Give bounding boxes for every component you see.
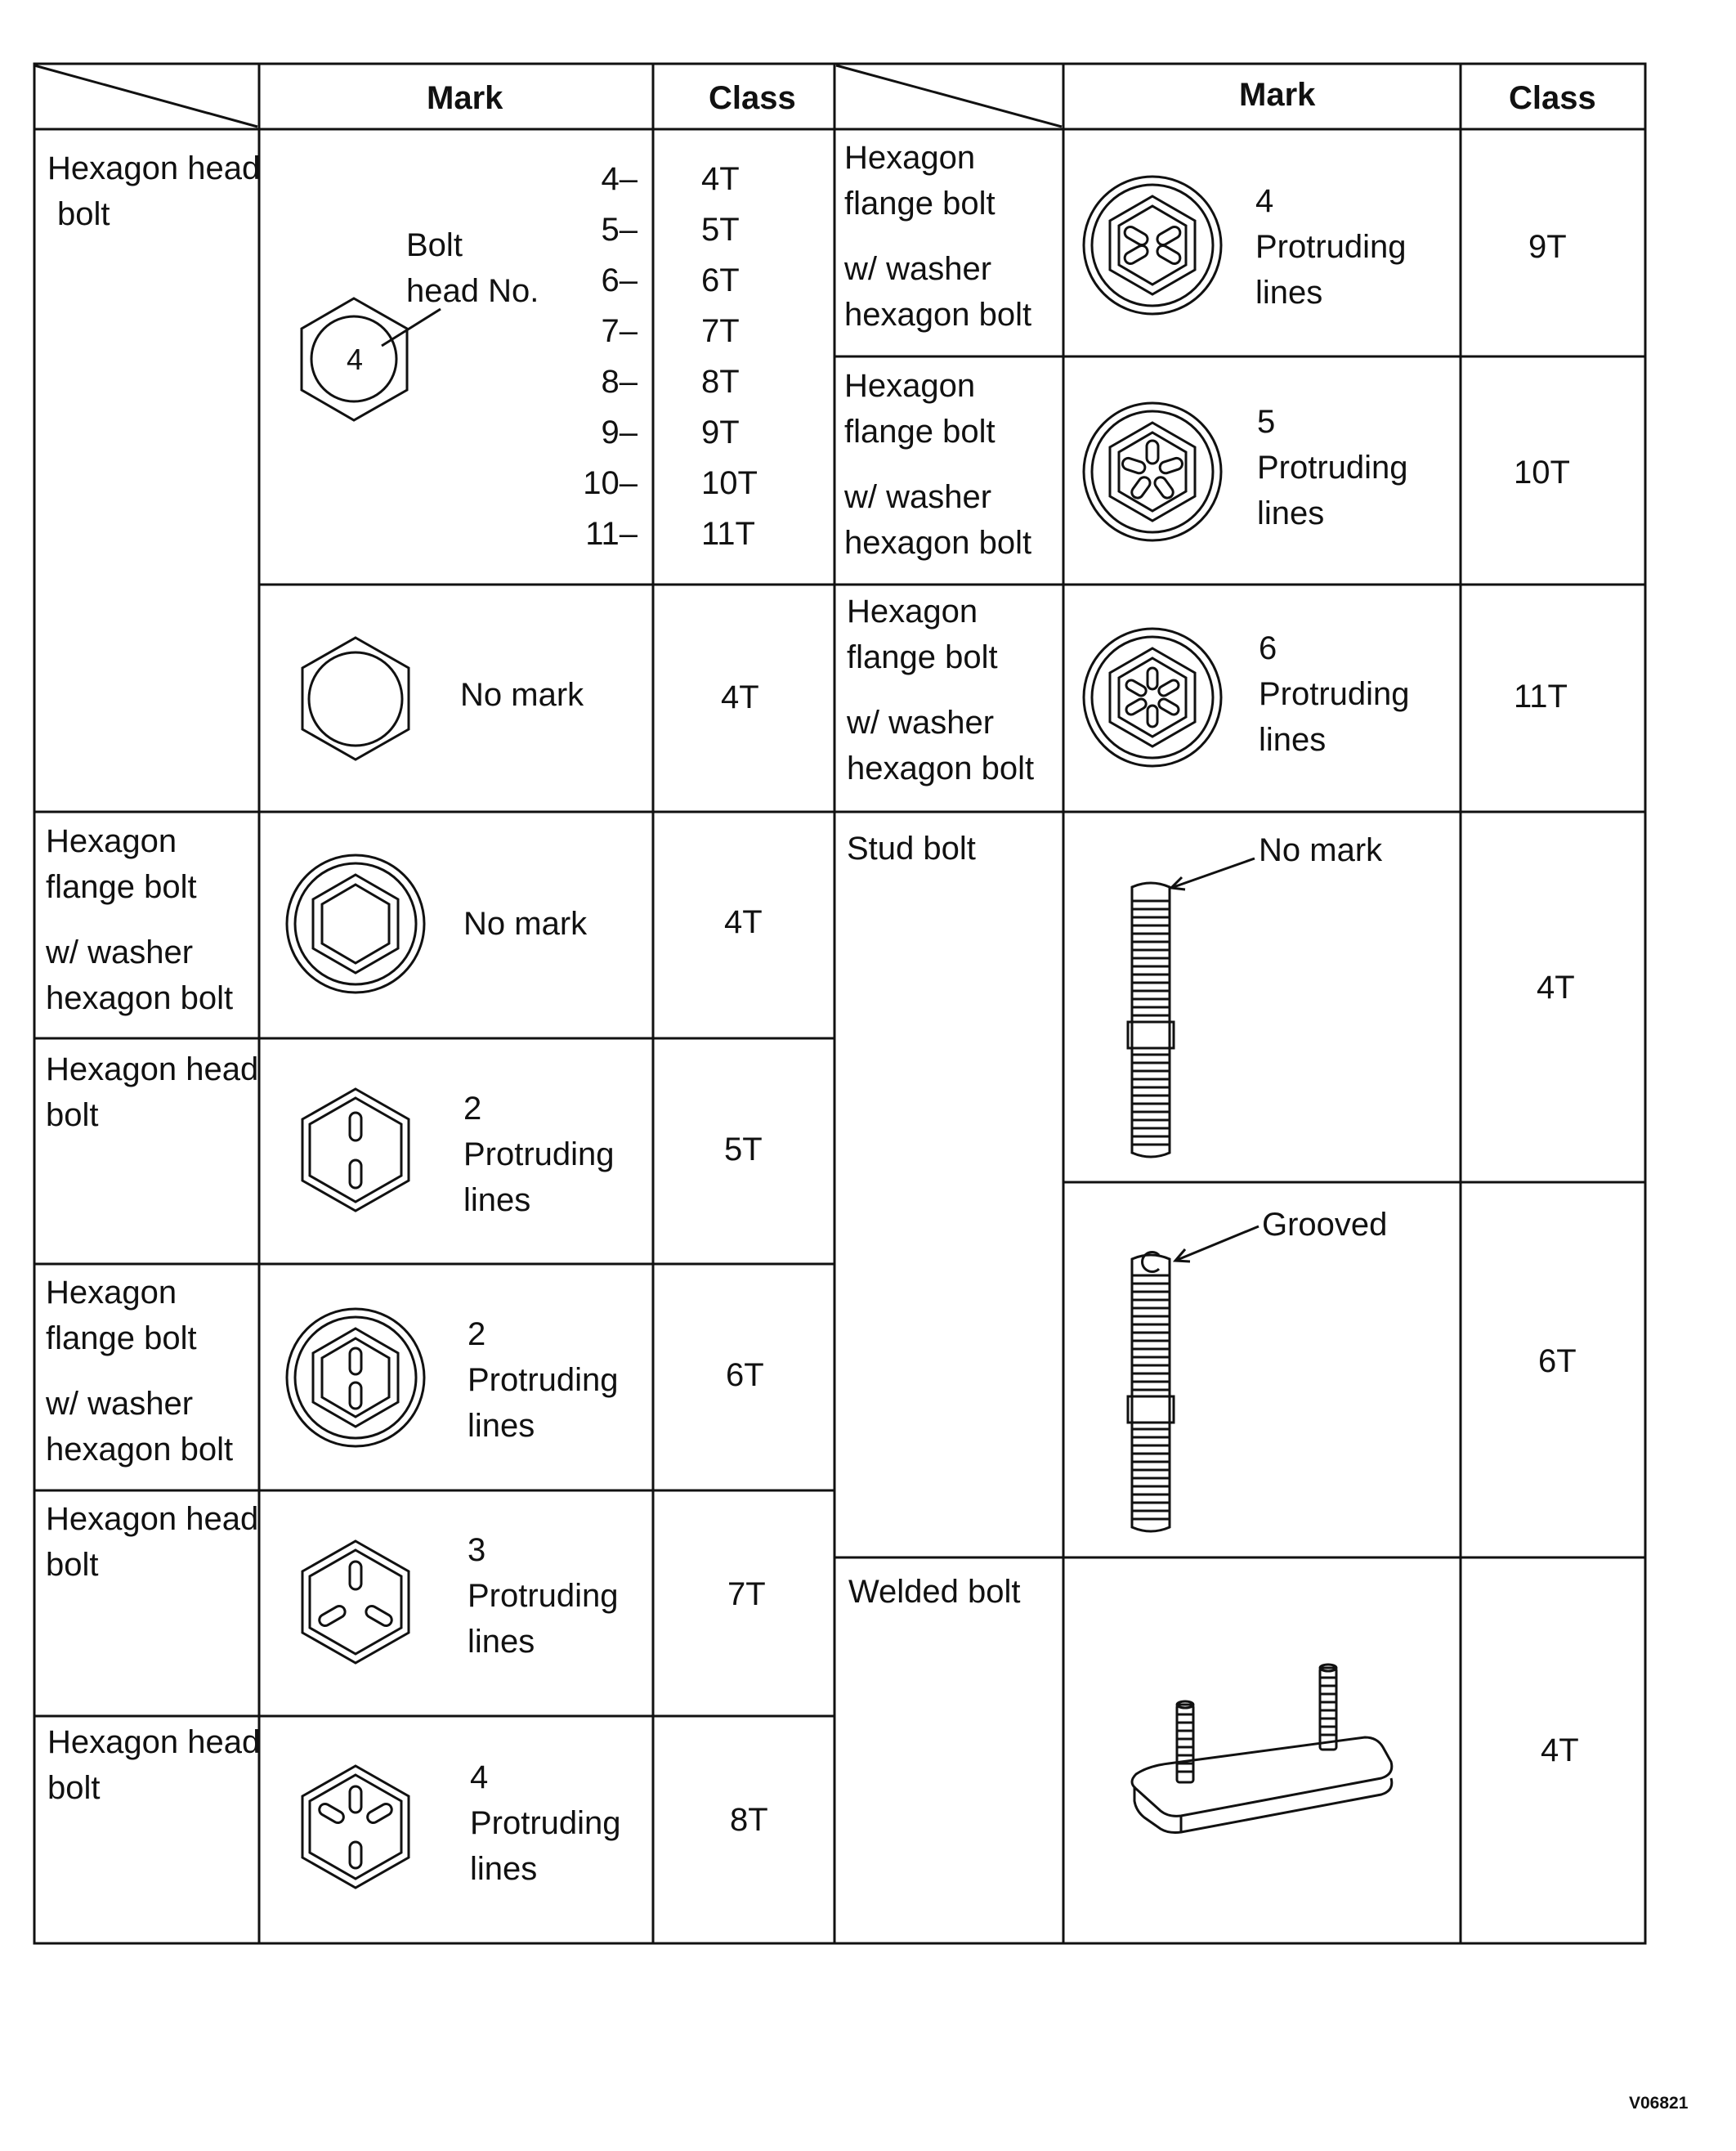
header-class-right: Class	[1509, 80, 1596, 116]
row4-mark: 2 Protruding lines	[463, 1091, 615, 1218]
header-diagonal-left	[34, 65, 257, 127]
class-8t: 8T	[701, 364, 740, 400]
flange-bolt-no-mark-icon	[282, 850, 429, 997]
class-11t: 11T	[701, 516, 755, 552]
flange-bolt-5-lines-icon	[1079, 398, 1226, 545]
row7-bolt-type: Hexagon head bolt	[47, 1724, 261, 1806]
header-mark-right: Mark	[1239, 77, 1316, 113]
right-row2-class: 10T	[1514, 455, 1570, 491]
row5-mark: 2 Protruding lines	[468, 1316, 619, 1444]
stud-no-mark-label: No mark	[1259, 832, 1383, 868]
figure-code: V06821	[1629, 2094, 1689, 2113]
row7-mark: 4 Protruding lines	[470, 1759, 621, 1887]
head-no-9: 9–	[601, 415, 638, 450]
welded-bolt-type: Welded bolt	[848, 1574, 1021, 1610]
row6-mark: 3 Protruding lines	[468, 1532, 619, 1660]
right-row3-bolt-type: Hexagon flange bolt w/ washer hexagon bolt	[847, 594, 1035, 786]
row1-bolt-type: Hexagon head bolt	[47, 150, 261, 232]
row3-bolt-type: Hexagon flange bolt w/ washer hexagon bolt	[46, 823, 234, 1016]
right-row3-mark: 6 Protruding lines	[1259, 630, 1410, 758]
stud-grooved-class: 6T	[1538, 1343, 1577, 1379]
head-no-5: 5–	[601, 212, 638, 248]
stud-bolt-type: Stud bolt	[847, 831, 976, 867]
hex-head-3-lines-icon	[294, 1537, 417, 1668]
head-no-10: 10–	[583, 465, 638, 501]
bolt-head-number-digit: 4	[346, 343, 364, 376]
class-7t: 7T	[701, 313, 740, 349]
hex-head-4-lines-icon	[294, 1762, 417, 1893]
class-list	[701, 154, 758, 559]
head-no-4: 4–	[601, 161, 638, 197]
hex-head-no-mark-icon	[294, 634, 417, 764]
class-10t: 10T	[701, 465, 758, 501]
row3-mark: No mark	[463, 906, 588, 942]
row6-class: 7T	[727, 1576, 766, 1612]
header-class-left: Class	[709, 80, 796, 116]
class-6t: 6T	[701, 262, 740, 298]
head-no-8: 8–	[601, 364, 638, 400]
row3-class: 4T	[724, 904, 763, 940]
flange-bolt-2-lines-icon	[282, 1304, 429, 1451]
class-5t: 5T	[701, 212, 740, 248]
header-mark-left: Mark	[427, 80, 503, 116]
row6-bolt-type: Hexagon head bolt	[46, 1501, 259, 1583]
head-no-11: 11–	[585, 516, 638, 552]
class-4t: 4T	[701, 161, 740, 197]
stud-bolt-grooved-icon	[1120, 1207, 1414, 1553]
right-row1-mark: 4 Protruding lines	[1255, 183, 1407, 311]
right-row2-bolt-type: Hexagon flange bolt w/ washer hexagon bolt	[844, 368, 1032, 561]
right-row3-class: 11T	[1514, 679, 1568, 715]
row4-class: 5T	[724, 1132, 763, 1167]
right-row1-class: 9T	[1528, 229, 1567, 265]
head-no-7: 7–	[601, 313, 638, 349]
header-diagonal-right	[836, 65, 1062, 127]
stud-no-mark-class: 4T	[1537, 970, 1575, 1006]
stud-bolt-no-mark-icon	[1120, 826, 1414, 1169]
bolt-head-no-callout: Bolt head No.	[406, 227, 539, 309]
right-row2-mark: 5 Protruding lines	[1257, 404, 1408, 531]
right-row1-bolt-type: Hexagon flange bolt w/ washer hexagon bolt	[844, 140, 1032, 333]
hex-head-2-lines-icon	[294, 1085, 417, 1216]
row2-class: 4T	[721, 679, 759, 715]
head-no-6: 6–	[601, 262, 638, 298]
stud-grooved-label: Grooved	[1262, 1207, 1388, 1243]
flange-bolt-6-lines-icon	[1079, 624, 1226, 771]
row5-class: 6T	[726, 1357, 764, 1393]
bolt-head-number-list	[556, 154, 638, 559]
class-9t: 9T	[701, 415, 740, 450]
hex-head-numbered-icon	[286, 286, 450, 425]
row2-mark: No mark	[460, 677, 584, 713]
row7-class: 8T	[730, 1802, 768, 1838]
row4-bolt-type: Hexagon head bolt	[46, 1051, 259, 1133]
welded-bolt-icon	[1120, 1656, 1406, 1852]
welded-bolt-class: 4T	[1541, 1732, 1579, 1768]
flange-bolt-4-lines-icon	[1079, 172, 1226, 319]
row5-bolt-type: Hexagon flange bolt w/ washer hexagon bolt	[46, 1275, 234, 1468]
